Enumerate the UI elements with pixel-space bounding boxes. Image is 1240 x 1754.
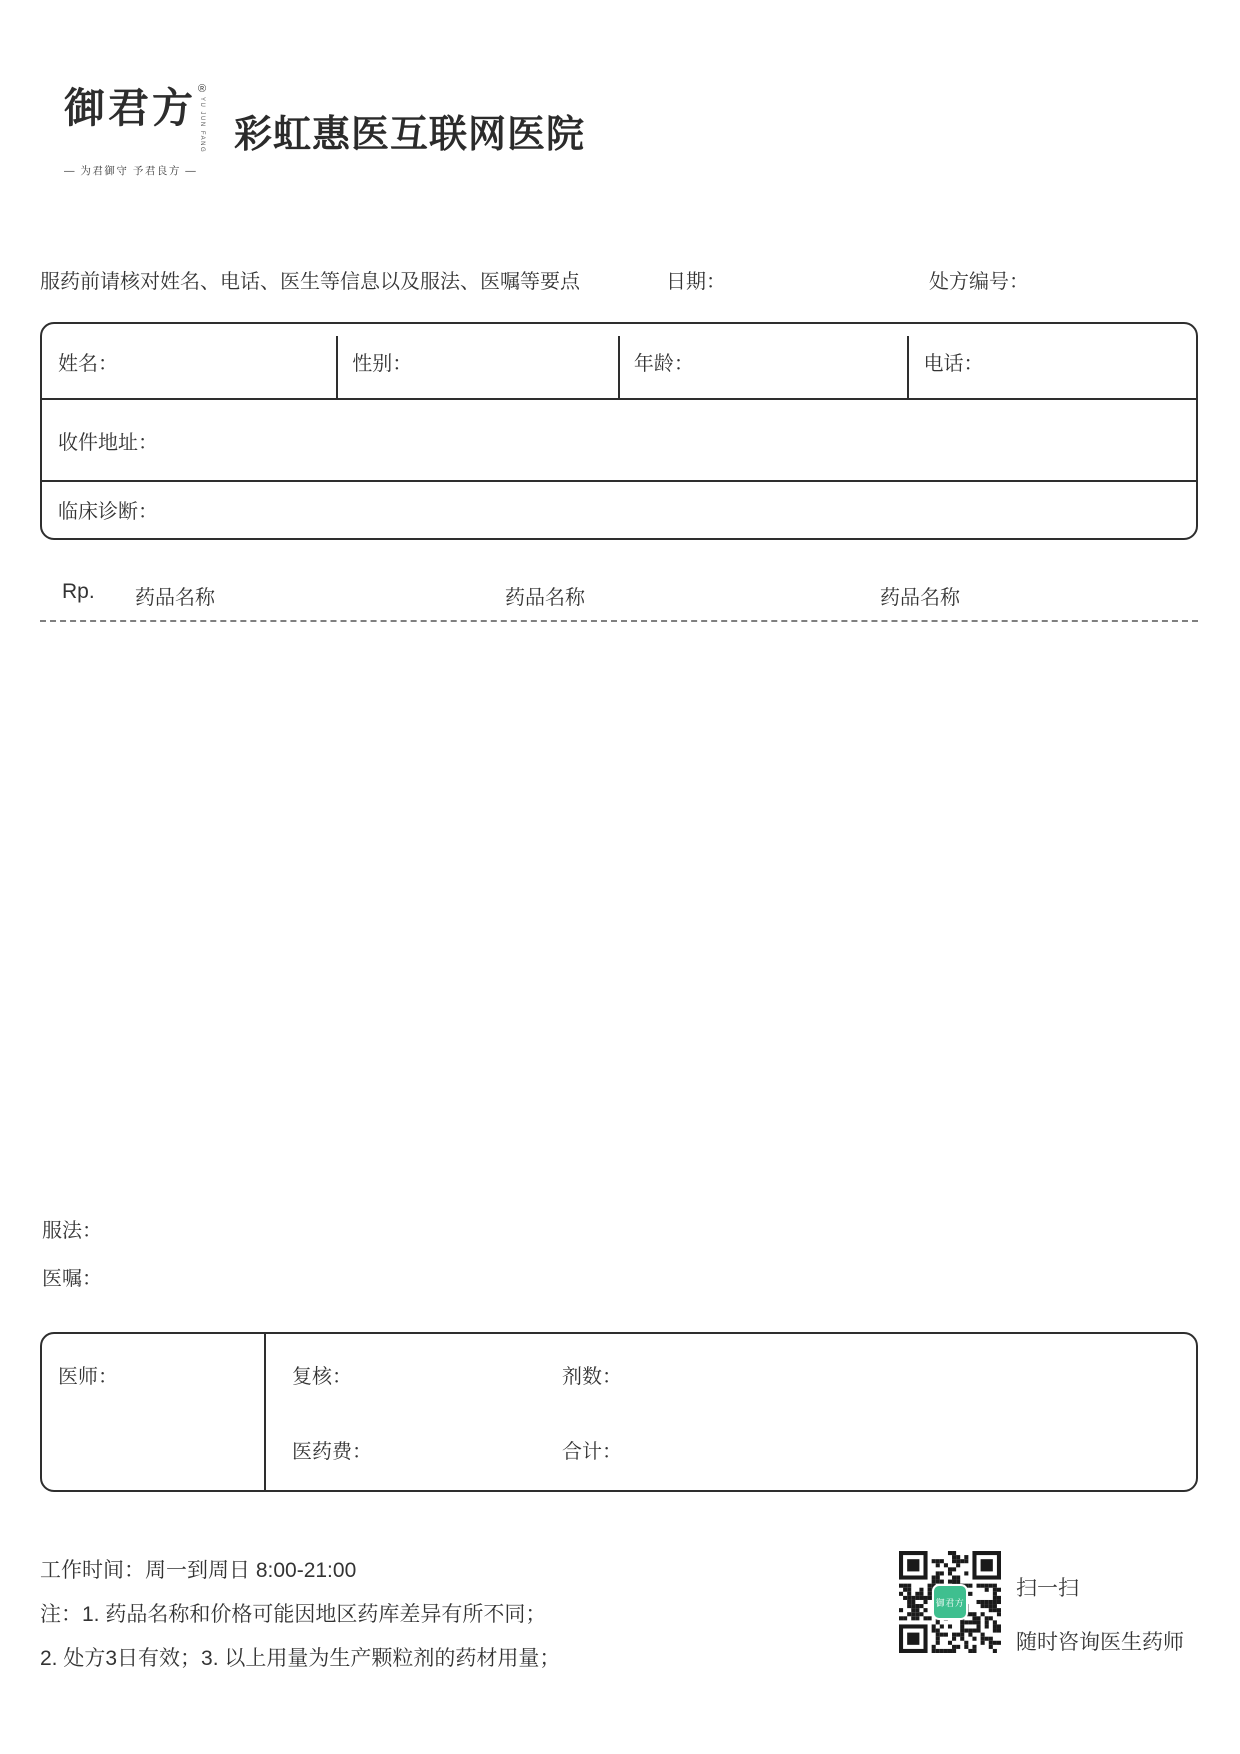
drug-name-column-header: 药品名称 (505, 587, 585, 609)
qr-code-icon (899, 1550, 1001, 1654)
qr-center-badge (932, 1584, 968, 1620)
address-field (42, 400, 1196, 482)
logo-vertical-text: YU JUN FANG (199, 97, 206, 154)
diagnosis-field-label: 临床诊断： (58, 500, 158, 523)
hospital-name: 彩虹惠医互联网医院 (234, 114, 586, 156)
note-line-1: 注：1. 药品名称和价格可能因地区药库差异有所不同； (40, 1603, 547, 1626)
phone-field-label: 电话： (923, 352, 984, 375)
note-line-2: 2. 处方3日有效；3. 以上用量为生产颗粒剂的药材用量； (40, 1647, 561, 1670)
usage-field-label: 服法： (42, 1220, 102, 1242)
signature-fee-box (40, 1332, 1198, 1492)
dose-count-field-label: 剂数： (562, 1366, 622, 1388)
gender-field (336, 324, 618, 398)
name-field (42, 324, 336, 398)
logo-text: 御君方 (64, 84, 196, 132)
doctor-field (42, 1334, 264, 1490)
work-time-text: 工作时间：周一到周日 8:00-21:00 (40, 1559, 357, 1582)
phone-field (907, 324, 1196, 398)
brand-logo (64, 83, 207, 178)
doctor-field-label: 医师： (58, 1366, 118, 1388)
consult-label: 随时咨询医生药师 (1016, 1631, 1184, 1654)
date-field-label: 日期： (666, 271, 726, 293)
gender-field-label: 性别： (352, 352, 413, 375)
drug-name-column-header: 药品名称 (880, 587, 960, 609)
rp-header-row (40, 580, 1200, 610)
advice-field-label: 医嘱： (42, 1268, 102, 1290)
notice-row (40, 265, 1200, 293)
address-field-label: 收件地址： (58, 431, 158, 454)
review-row (292, 1360, 1196, 1389)
diagnosis-field (42, 482, 1196, 536)
patient-info-row (42, 324, 1196, 400)
review-fee-section (264, 1334, 1196, 1490)
age-field (618, 324, 908, 398)
drug-name-column-header: 药品名称 (135, 587, 215, 609)
rp-label: Rp. (62, 580, 95, 603)
age-field-label: 年龄： (633, 352, 694, 375)
patient-info-box (40, 322, 1198, 540)
prescription-items-area (40, 626, 1198, 1186)
logo-tagline: — 为君御守 予君良方 — (64, 165, 198, 178)
fee-row (292, 1435, 1196, 1464)
medicine-fee-field-label: 医药费： (292, 1441, 372, 1463)
qr-badge-label: 御君方 (935, 1597, 965, 1608)
name-field-label: 姓名： (58, 352, 118, 375)
verify-notice-text: 服药前请核对姓名、电话、医生等信息以及服法、医嘱等要点 (40, 271, 580, 293)
scan-label: 扫一扫 (1016, 1577, 1079, 1600)
review-field-label: 复核： (292, 1366, 352, 1388)
dashed-separator (40, 620, 1198, 622)
registered-trademark-icon: ® (198, 83, 207, 95)
total-field-label: 合计： (562, 1441, 622, 1463)
rx-number-field-label: 处方编号： (929, 271, 1029, 293)
